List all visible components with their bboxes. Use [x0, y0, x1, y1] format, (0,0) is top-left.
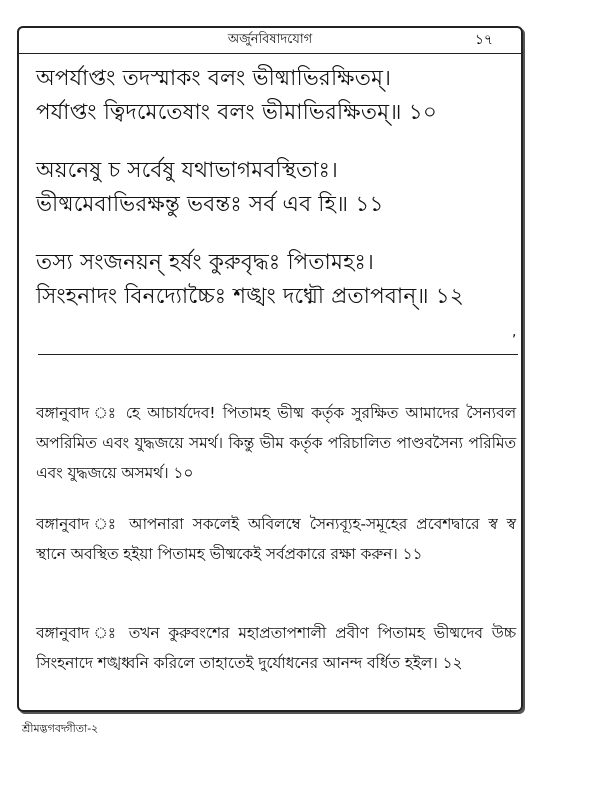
- verse-line: পর্যাপ্তং ত্বিদমেতেষাং বলং ভীমাভিরক্ষিতম্॥ ১০: [36, 100, 438, 125]
- translation-12: বঙ্গানুবাদ ঃ তখন কুরুবংশের মহাপ্রতাপশালী প্রবীণ পিতামহ ভীষ্মদেব উচ্চ সিংহনাদে শঙ্খধ্বনি করিলে তাহাতেই দুর্যোধনের আনন্দ বর্ধিত হইল। ১২: [36, 624, 516, 672]
- verse-line: ভীষ্মমেবাভিরক্ষন্তু ভবন্তঃ সর্ব এব হি॥ ১১: [36, 192, 384, 217]
- translation-11: বঙ্গানুবাদ ঃ আপনারা সকলেই অবিলম্বে সৈন্যব্যূহ-সমূহের প্রবেশদ্বারে স্ব স্ব স্থানে অবস্থিত হইয়া পিতামহ ভীষ্মকেই সর্বপ্রকারে রক্ষা করুন। ১১: [36, 515, 516, 563]
- header-divider: [17, 53, 523, 54]
- verse-12: [36, 246, 520, 314]
- verse-line: অপর্যাপ্তং তদস্মাকং বলং ভীষ্মাভিরক্ষিতম্।: [36, 66, 392, 91]
- page-number: ১৭: [474, 32, 493, 48]
- verse-line: অয়নেষু চ সর্বেষু যথাভাগমবস্থিতাঃ।: [36, 158, 339, 183]
- chapter-title: অর্জুনবিষাদযোগ: [227, 32, 313, 47]
- verse-line: সিংহনাদং বিনদ্যোচ্চৈঃ শঙ্খং দধ্মৌ প্রতাপবান্॥ ১২: [36, 284, 465, 309]
- verse-10: [36, 62, 520, 130]
- margin-mark: ,: [512, 324, 517, 340]
- translation-10: বঙ্গানুবাদ ঃ হে আচার্যদেব! পিতামহ ভীষ্ম কর্তৃক সুরক্ষিত আমাদের সৈন্যবল অপরিমিত এবং যুদ্ধজয়ে সমর্থ। কিন্তু ভীম কর্তৃক পরিচালিত পাণ্ডবসৈন্য পরিমিত এবং যুদ্ধজয়ে অসমর্থ। ১০: [36, 404, 516, 482]
- section-divider: [38, 354, 518, 355]
- footer-book-label: শ্রীমদ্ভগবদ্গীতা-২: [22, 722, 99, 735]
- verse-11: [36, 154, 520, 222]
- verse-line: তস্য সংজনয়ন্ হর্ষং কুরুবৃদ্ধঃ পিতামহঃ।: [36, 250, 374, 275]
